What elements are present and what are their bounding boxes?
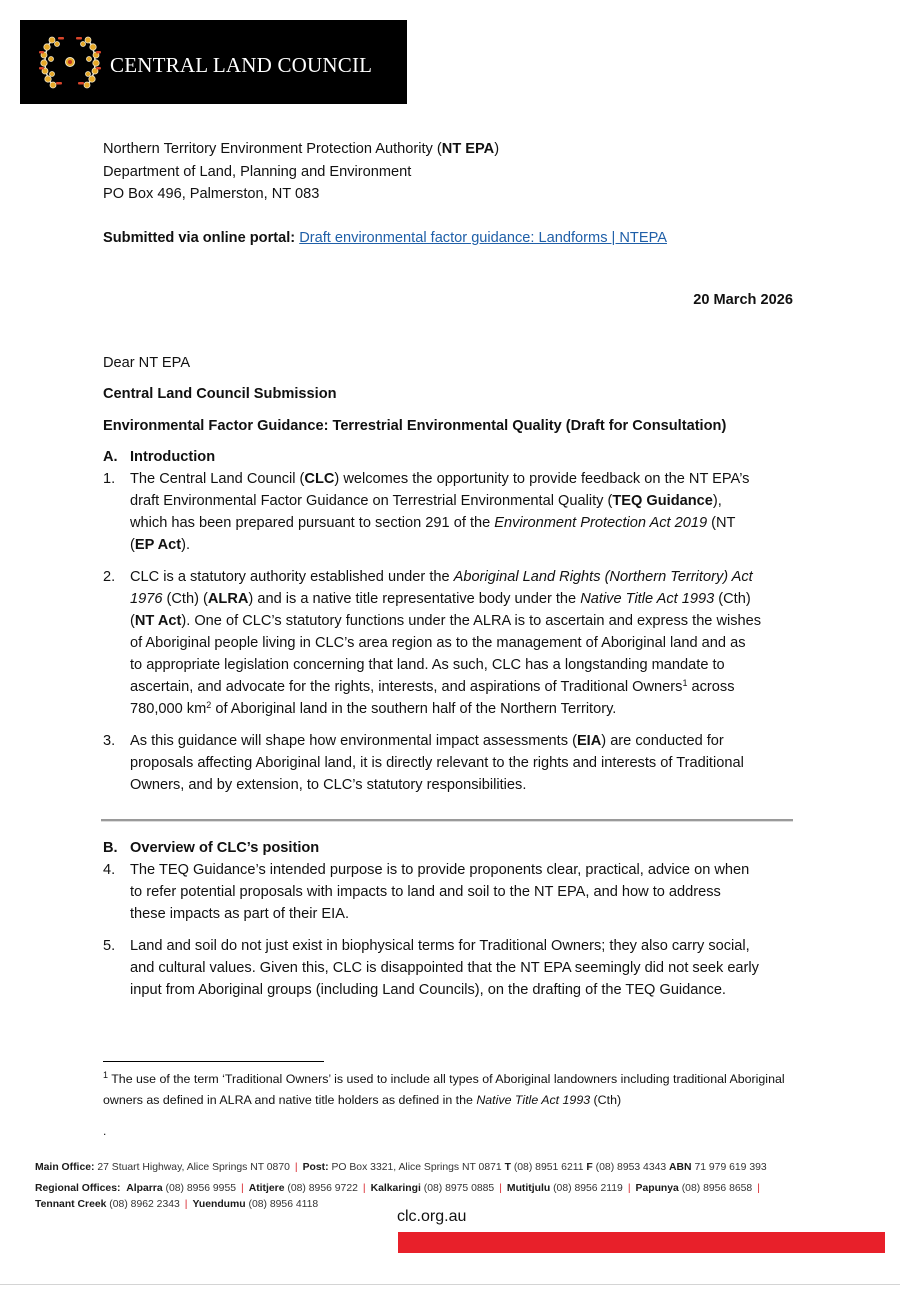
text-line: to appropriate legislation concerning that land. As such, CLC has a longstanding mandate to [130, 657, 725, 673]
fax-number: (08) 8953 4343 [595, 1162, 667, 1173]
text-line: Land and soil do not just exist in biophysical terms for Traditional Owners; they also carry social, [130, 938, 750, 954]
paragraph-body [130, 859, 793, 925]
paragraph-body [130, 935, 793, 1001]
paragraph-number: 3. [103, 733, 116, 749]
letterhead-logo [20, 20, 407, 104]
letter-date: 20 March 2026 [693, 292, 793, 308]
text-line: 780,000 $km^2$ of Aboriginal land in the southern half of the Northern Territory. [130, 700, 617, 717]
office-phone: (08) 8956 9955 [165, 1183, 236, 1194]
abn-number: 71 979 619 393 [694, 1162, 767, 1173]
section-letter: A. [103, 449, 118, 465]
document-subtitle: Environmental Factor Guidance: Terrestrial Environmental Quality (Draft for Consultation) [103, 418, 727, 434]
website-link[interactable]: clc.org.au [397, 1208, 467, 1225]
office-name: Alparra [126, 1183, 163, 1194]
office-name: Atitjere [248, 1183, 285, 1194]
recipient-line-3: PO Box 496, Palmerston, NT 083 [103, 186, 320, 202]
paragraph-body [130, 566, 793, 720]
text-line: and cultural values. Given this, CLC is disappointed that the NT EPA seemingly did not seek early [130, 960, 759, 976]
portal-link[interactable]: Draft environmental factor guidance: Landforms | NTEPA [299, 230, 667, 246]
text-line: 1976 (Cth) (ALRA) and is a native title representative body under the Native Title Act 1993 (Cth) [130, 591, 751, 607]
paragraph-number: 5. [103, 938, 116, 954]
pipe-divider: | [294, 1162, 298, 1173]
office-phone: (08) 8975 0885 [423, 1183, 495, 1194]
phone-label: T [504, 1162, 511, 1173]
page-edge [0, 1284, 900, 1285]
recipient-line-2: Department of Land, Planning and Environment [103, 164, 412, 180]
text-line: $^1$ The use of the term ‘Traditional Owners’ is used to include all types of Aboriginal landowners including traditional Aboriginal [103, 1070, 785, 1086]
pipe-divider: | [627, 1183, 631, 1194]
text-line: The TEQ Guidance’s intended purpose is to provide proponents clear, practical, advice on when [130, 862, 750, 878]
paragraph-2 [103, 566, 793, 720]
text-line: of Aboriginal people living in CLC’s area region as to the management of Aboriginal land and as [130, 635, 746, 651]
abn-label: ABN [669, 1162, 692, 1173]
recipient-line-1 [103, 138, 499, 160]
main-office-address: 27 Stuart Highway, Alice Springs NT 0870 [97, 1162, 290, 1173]
footer-main-office [35, 1159, 767, 1177]
text-line: owners as defined in ALRA and native title holders as defined in the Native Title Act 1993 (Cth) [103, 1093, 622, 1107]
recipient-abbrev: NT EPA [441, 141, 495, 157]
paragraph-3 [103, 730, 793, 796]
paragraph-number: 4. [103, 862, 116, 878]
fax-label: F [586, 1162, 593, 1173]
text-line: proposals affecting Aboriginal land, it is directly relevant to the rights and interests of Traditional [130, 755, 744, 771]
regional-offices-label: Regional Offices: [35, 1183, 121, 1194]
text-line: draft Environmental Factor Guidance on Terrestrial Environmental Quality (TEQ Guidance), [130, 493, 722, 509]
text-line: Owners, and by extension, to CLC’s statutory responsibilities. [130, 777, 527, 793]
text-line: input from Aboriginal groups (including Land Councils), on the drafting of the TEQ Guidance. [130, 982, 726, 998]
text-line: these impacts as part of their EIA. [130, 906, 350, 922]
text-line: ascertain, and advocate for the rights, interests, and aspirations of Traditional Owners$^1$ across [130, 678, 735, 695]
office-phone: (08) 8962 2343 [109, 1199, 180, 1210]
pipe-divider: | [241, 1183, 244, 1194]
main-office-label: Main Office: [35, 1162, 95, 1173]
recipient-org: Northern Territory Environment Protection Authority ( [103, 141, 442, 157]
section-heading-a [103, 446, 215, 468]
office-name: Tennant Creek [35, 1199, 107, 1210]
office-phone: (08) 8956 8658 [681, 1183, 753, 1194]
paragraph-body [130, 468, 793, 556]
text-line: which has been prepared pursuant to section 291 of the Environment Protection Act 2019 (NT [130, 515, 736, 531]
brand-accent-bar [398, 1232, 885, 1253]
paragraph-number: 1. [103, 471, 116, 487]
footnote [103, 1069, 803, 1111]
text-line: to refer potential proposals with impacts to land and soil to the NT EPA, and how to address [130, 884, 721, 900]
salutation: Dear NT EPA [103, 355, 191, 371]
office-phone: (08) 8956 9722 [287, 1183, 358, 1194]
text-line: (NT Act). One of CLC’s statutory functions under the ALRA is to ascertain and express the wishes [130, 613, 762, 629]
paragraph-1 [103, 468, 793, 556]
paragraph-4 [103, 859, 793, 925]
footnote-rule [103, 1061, 324, 1062]
submission-label: Submitted via online portal: [103, 230, 296, 246]
office-name: Kalkaringi [370, 1183, 421, 1194]
office-name: Mutitjulu [506, 1183, 551, 1194]
section-title: Overview of CLC’s position [130, 840, 320, 856]
pipe-divider: | [184, 1199, 188, 1210]
pipe-divider: | [362, 1183, 366, 1194]
office-name: Papunya [635, 1183, 679, 1194]
section-heading-b [103, 837, 319, 859]
office-phone: (08) 8956 2119 [553, 1183, 623, 1194]
text-line: (EP Act). [130, 537, 191, 553]
text-line: The Central Land Council (CLC) welcomes the opportunity to provide feedback on the NT EPA’s [130, 471, 750, 487]
stray-period: . [103, 1124, 107, 1138]
post-address: PO Box 3321, Alice Springs NT 0871 [331, 1162, 502, 1173]
paragraph-5 [103, 935, 793, 1001]
section-title: Introduction [130, 449, 216, 465]
phone-number: (08) 8951 6211 [513, 1162, 584, 1173]
clc-dotpainting-logo-icon [38, 32, 102, 92]
post-label: Post: [302, 1162, 329, 1173]
office-phone: (08) 8956 4118 [248, 1199, 319, 1210]
text-line: CLC is a statutory authority established under the Aboriginal Land Rights (Northern Territory) Act [130, 569, 753, 585]
recipient-suffix: ) [494, 141, 500, 157]
section-letter: B. [103, 840, 118, 856]
paragraph-number: 2. [103, 569, 116, 585]
pipe-divider: | [499, 1183, 502, 1194]
paragraph-body [130, 730, 793, 796]
footer-regional-offices-2 [35, 1196, 318, 1214]
section-divider [101, 819, 793, 822]
pipe-divider: | [757, 1183, 760, 1194]
submission-line [103, 227, 667, 249]
office-name: Yuendumu [192, 1199, 246, 1210]
text-line: As this guidance will shape how environmental impact assessments (EIA) are conducted for [130, 733, 724, 749]
document-title: Central Land Council Submission [103, 386, 337, 402]
org-name: CENTRAL LAND COUNCIL [110, 53, 373, 77]
